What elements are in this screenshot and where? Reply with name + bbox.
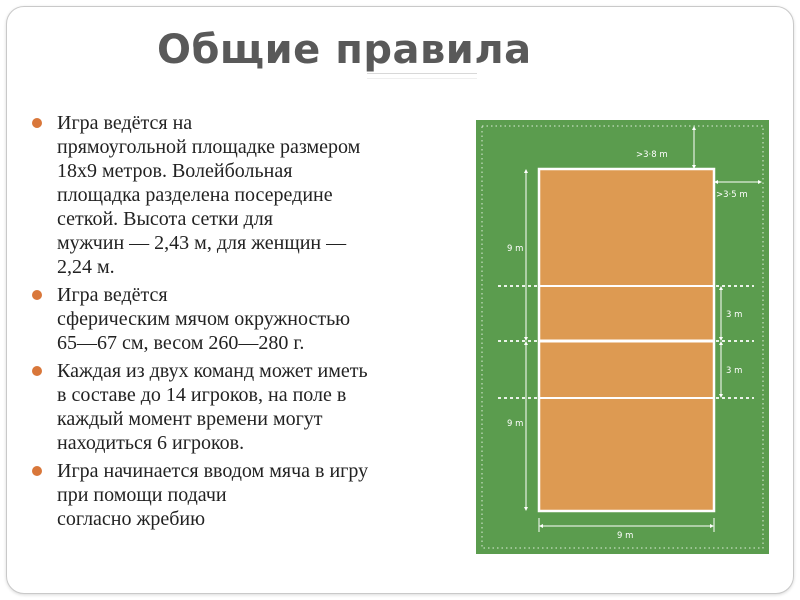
bullet-line: Игра начинается вводом мяча в игру [57,460,369,482]
bullet-list [29,111,459,535]
bullet-line: находиться 6 игроков. [57,432,245,454]
bullet-item [29,111,459,279]
attack-zone-top-label: 3 m [726,310,743,320]
bullet-item [29,283,459,355]
bullet-item [29,459,459,531]
bullet-line: 18x9 метров. Волейбольная [57,160,293,182]
court-width-label: 9 m [617,531,634,541]
bullet-line: каждый момент времени могут [57,408,323,430]
half-length-bottom-label: 9 m [507,419,524,429]
bullet-line: сферическим мячом окружностью [57,308,351,330]
bullet-line: Игра ведётся [57,284,168,306]
title-decoration [367,73,477,79]
bullet-line: площадка разделена посередине [57,184,333,206]
bullet-item [29,359,459,455]
bullet-line: согласно жребию [57,508,206,530]
bullet-dot-icon [32,366,42,376]
bullet-dot-icon [32,466,42,476]
bullet-line: при помощи подачи [57,484,227,506]
bullet-line: мужчин — 2,43 м, для женщин — [57,232,347,254]
bullet-line: Игра ведётся на [57,112,193,134]
side-clearance-label: >3·5 m [716,190,748,200]
bullet-line: Каждая из двух команд может иметь [57,360,368,382]
slide [6,6,794,594]
bullet-line: сеткой. Высота сетки для [57,208,273,230]
attack-zone-bottom-label: 3 m [726,366,743,376]
slide-title: Общие правила [157,27,532,73]
bullet-line: в составе до 14 игроков, на поле в [57,384,347,406]
top-clearance-label: >3·8 m [636,150,668,160]
half-length-top-label: 9 m [507,244,524,254]
bullet-dot-icon [32,290,42,300]
volleyball-court-diagram [476,120,769,554]
bullet-line: прямоугольной площадке размером [57,136,361,158]
bullet-line: 65—67 см, весом 260—280 г. [57,332,305,354]
bullet-line: 2,24 м. [57,256,115,278]
bullet-dot-icon [32,118,42,128]
